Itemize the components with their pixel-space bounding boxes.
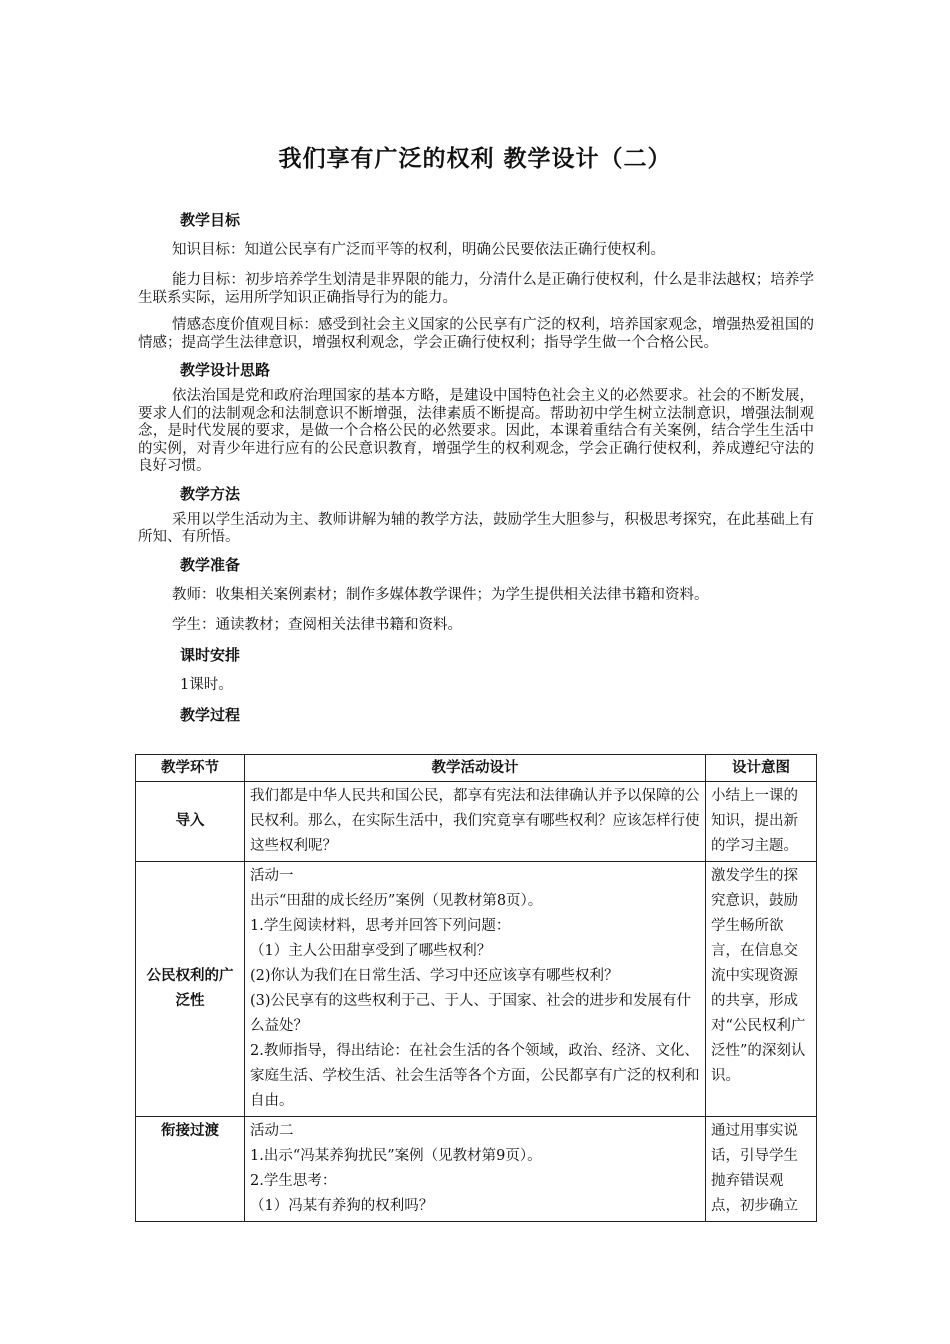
goal-knowledge: 知识目标：知道公民享有广泛而平等的权利，明确公民要依法正确行使权利。 [172, 242, 665, 258]
activity-line: 2.学生思考： [250, 1173, 337, 1189]
prep-teacher: 教师：收集相关案例素材；制作多媒体教学课件；为学生提供相关法律书籍和资料。 [172, 586, 709, 603]
heading-schedule: 课时安排 [180, 645, 241, 664]
document-title: 我们享有广泛的权利 教学设计（二） [278, 146, 672, 172]
table-header-row [136, 755, 817, 782]
header-intent: 设计意图 [706, 755, 817, 782]
activity-line: 我们都是中华人民共和国公民，都享有宪法和法律确认并予以保障的公民权利。那么，在实际生活中，我们究竟享有哪些权利？应该怎样行使这些权利呢？ [250, 788, 700, 854]
table-row [136, 782, 817, 862]
activity-cell [245, 782, 706, 862]
schedule-text: 1课时。 [180, 676, 233, 693]
activity-cell [245, 862, 706, 1117]
stage-cell: 导入 [136, 782, 245, 862]
table-row [136, 1117, 817, 1222]
heading-prep: 教学准备 [180, 555, 241, 574]
activity-line: 1.出示“冯某养狗扰民”案例（见教材第9页）。 [250, 1148, 542, 1164]
activity-line: (2)你认为我们在日常生活、学习中还应该享有哪些权利？ [250, 968, 619, 984]
method-text: 采用以学生活动为主、教师讲解为辅的教学方法，鼓励学生大胆参与，积极思考探究，在此基础上有所知、有所悟。 [138, 511, 814, 545]
activity-line: 出示“田甜的成长经历”案例（见教材第8页）。 [250, 893, 543, 909]
activity-line: （1）主人公田甜享受到了哪些权利？ [250, 943, 492, 959]
intent-cell: 激发学生的探究意识，鼓励学生畅所欲言，在信息交流中实现资源的共享，形成对“公民权利广泛性”的深刻认识。 [706, 862, 817, 1117]
design-text: 依法治国是党和政府治理国家的基本方略，是建设中国特色社会主义的必然要求。社会的不断发展，要求人们的法制观念和法制意识不断增强，法律素质不断提高。帮助初中学生树立法制意识，增强法制观念，是时代发展的要求，是做一个合格公民的必然要求。因此，本课着重结合有关案例，结合学生生活中的实例，对青少年进行应有的公民意识教育，增强学生的权利观念，学会正确行使权利，养成遵纪守法的良好习惯。 [138, 388, 814, 474]
heading-process: 教学过程 [180, 705, 241, 724]
intent-cell: 通过用事实说话，引导学生抛弃错误观点，初步确立 [706, 1117, 817, 1222]
activity-line: (3)公民享有的这些权利于己、于人、于国家、社会的进步和发展有什么益处？ [250, 993, 692, 1034]
activity-line: （1）冯某有养狗的权利吗？ [250, 1198, 434, 1214]
header-activity: 教学活动设计 [245, 755, 706, 782]
heading-method: 教学方法 [180, 484, 241, 503]
stage-cell: 公民权利的广泛性 [136, 862, 245, 1117]
intent-cell: 小结上一课的知识，提出新的学习主题。 [706, 782, 817, 862]
prep-student: 学生：通读教材；查阅相关法律书籍和资料。 [172, 616, 462, 633]
table-row [136, 862, 817, 1117]
heading-goals: 教学目标 [180, 211, 241, 229]
stage-cell: 衔接过渡 [136, 1117, 245, 1222]
goal-ability: 能力目标：初步培养学生划清是非界限的能力，分清什么是正确行使权利，什么是非法越权；培养学生联系实际，运用所学知识正确指导行为的能力。 [138, 272, 814, 306]
activity-cell [245, 1117, 706, 1222]
process-table [135, 754, 817, 1222]
activity-line: 2.教师指导，得出结论：在社会生活的各个领域，政治、经济、文化、家庭生活、学校生活、社会生活等各个方面，公民都享有广泛的权利和自由。 [250, 1043, 700, 1109]
heading-design: 教学设计思路 [180, 361, 271, 379]
header-stage: 教学环节 [136, 755, 245, 782]
goal-emotion: 情感态度价值观目标：感受到社会主义国家的公民享有广泛的权利，培养国家观念，增强热爱祖国的情感；提高学生法律意识，增强权利观念，学会正确行使权利；指导学生做一个合格公民。 [138, 317, 814, 351]
activity-line: 活动二 [250, 1123, 294, 1139]
activity-line: 1.学生阅读材料，思考并回答下列问题： [250, 918, 511, 934]
document-body [138, 208, 814, 727]
activity-line: 活动一 [250, 868, 294, 884]
